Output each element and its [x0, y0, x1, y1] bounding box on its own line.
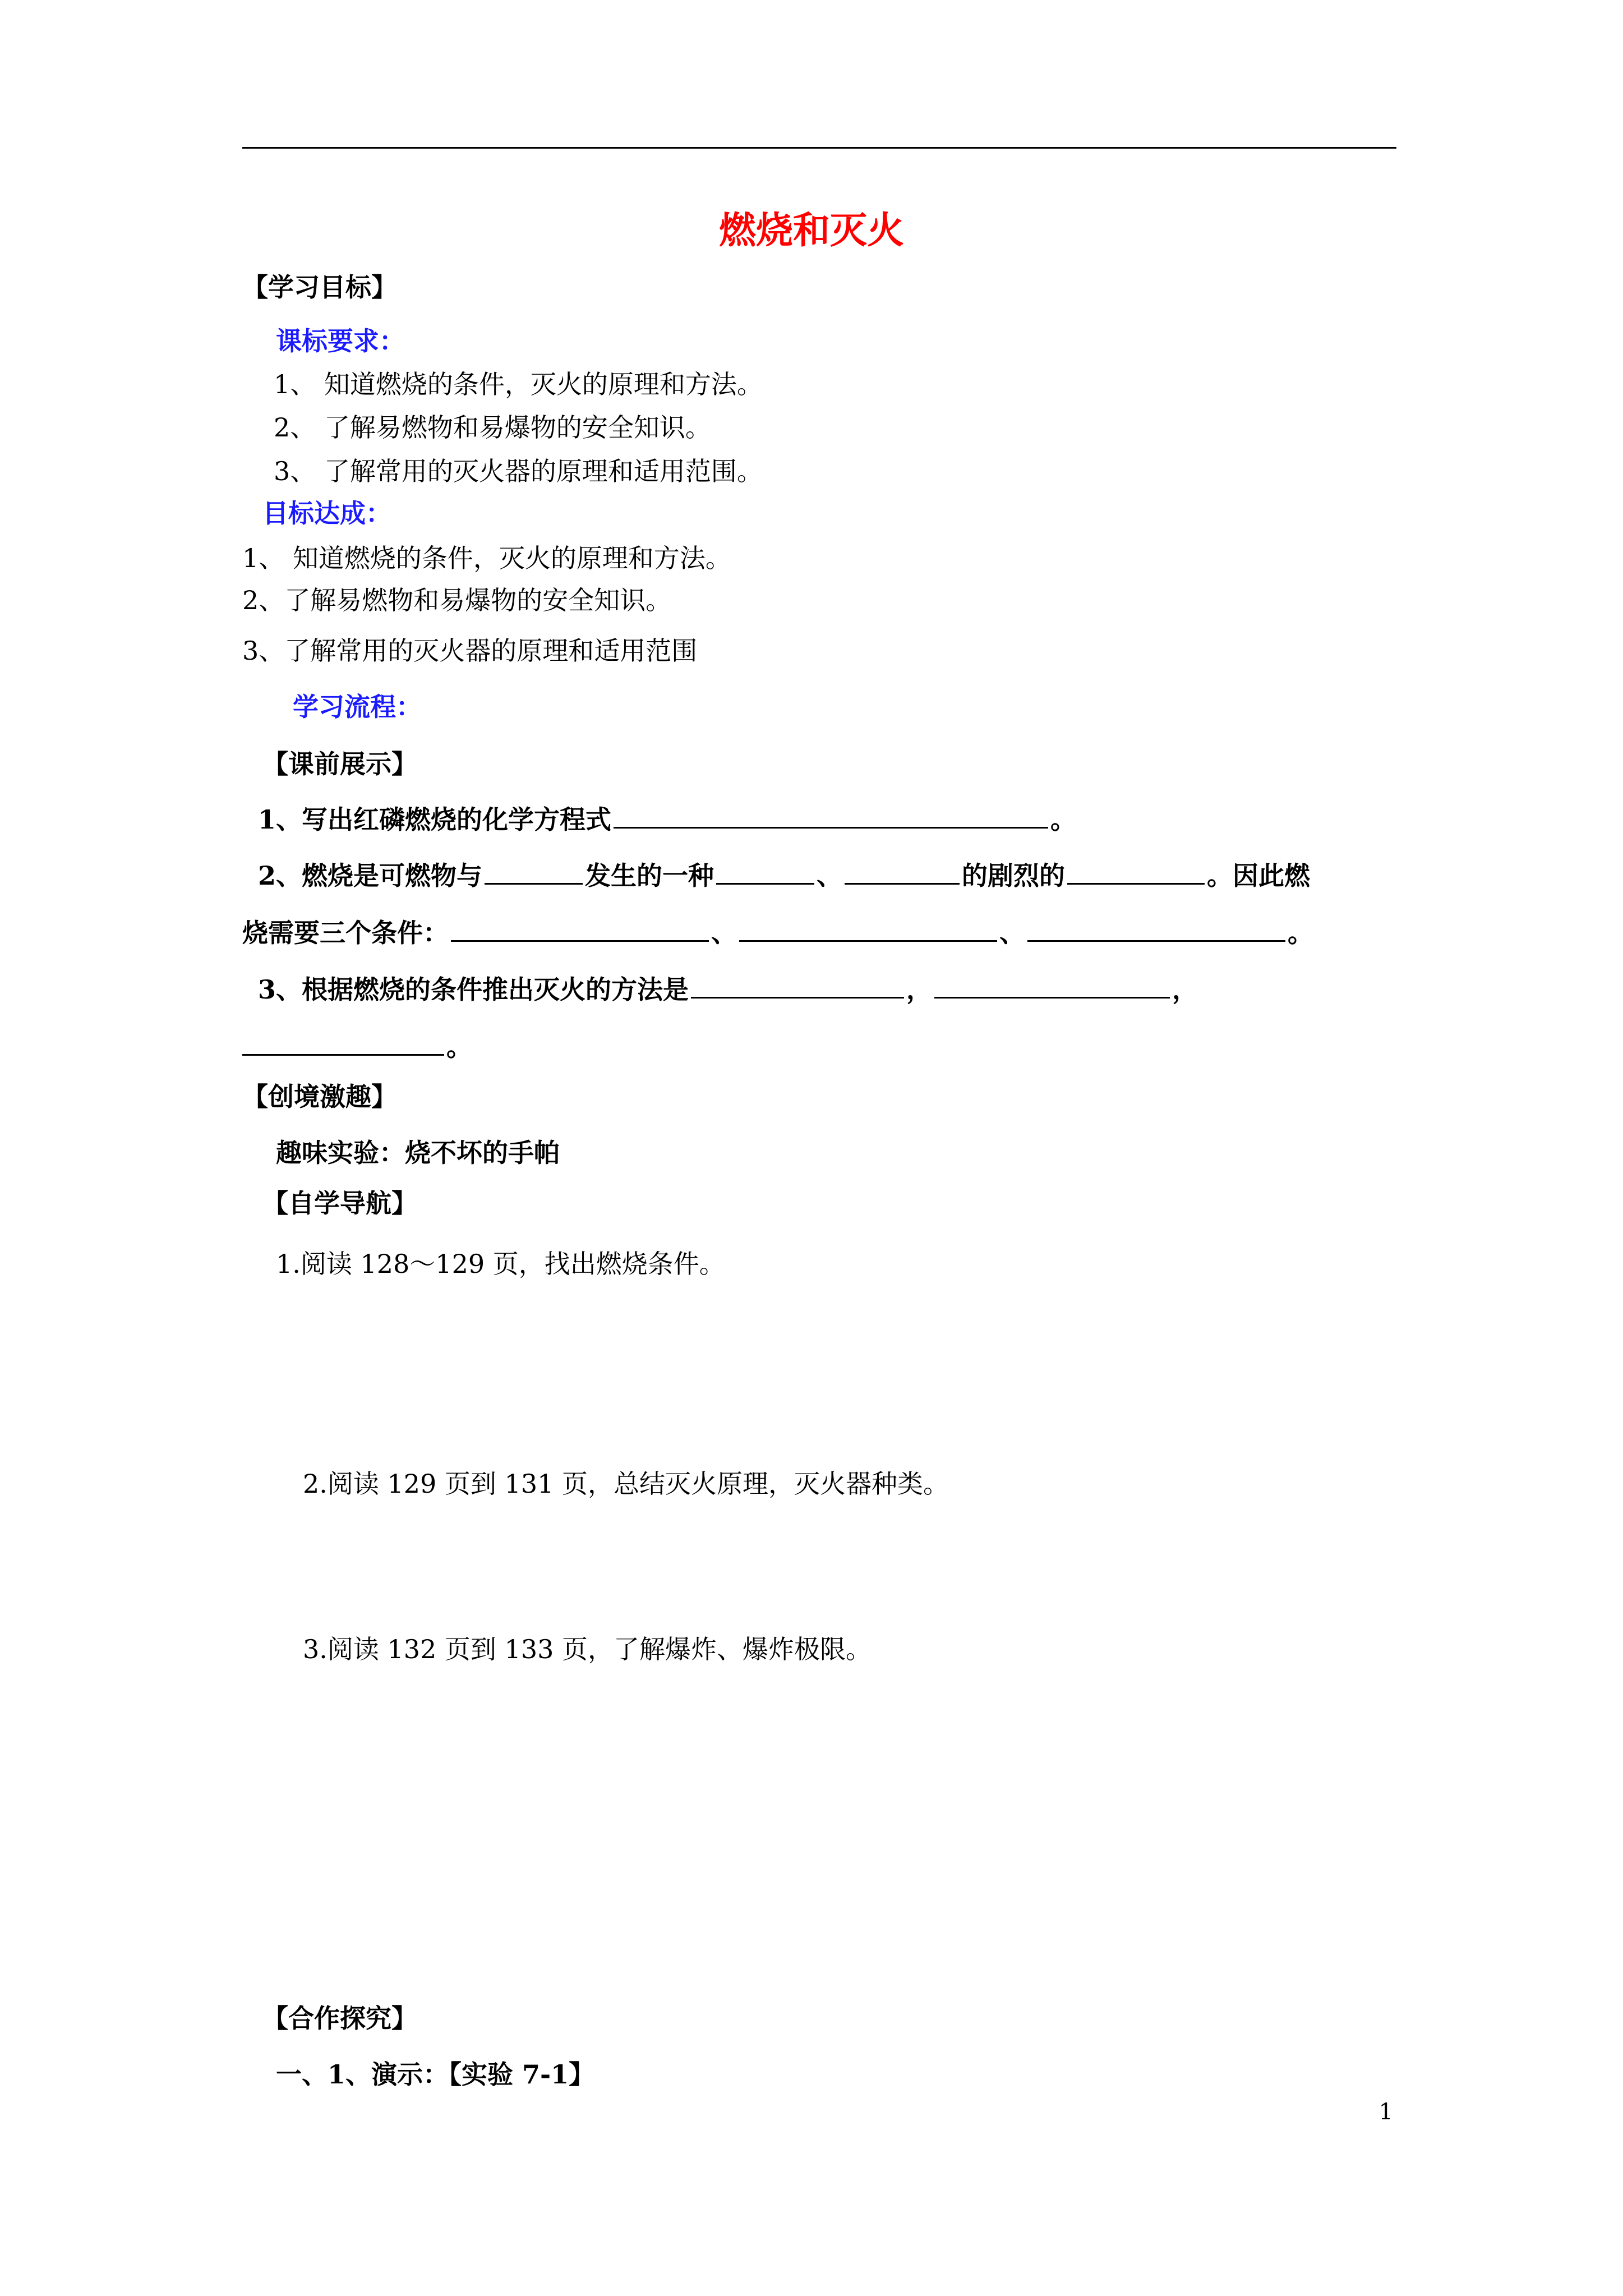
standard-item: 1、 知道燃烧的条件，灭火的原理和方法。	[274, 369, 763, 399]
answer-blank[interactable]	[614, 802, 1048, 829]
question-2	[258, 858, 1310, 892]
self-study-item: 1.阅读 128～129 页，找出燃烧条件。	[276, 1249, 725, 1279]
page-number: 1	[1378, 2099, 1393, 2125]
answer-blank[interactable]	[691, 972, 904, 999]
question-1-text: 1、写出红磷燃烧的化学方程式	[258, 804, 612, 835]
question-3	[258, 972, 1198, 1006]
answer-blank[interactable]	[934, 972, 1170, 999]
document-title: 燃烧和灭火	[719, 208, 904, 252]
achieve-item: 2、了解易燃物和易爆物的安全知识。	[242, 585, 672, 615]
self-study-header: 【自学导航】	[262, 1188, 417, 1218]
preview-header: 【课前展示】	[262, 749, 417, 779]
question-3-text: ，	[906, 974, 933, 1005]
achieve-item: 3、了解常用的灭火器的原理和适用范围	[242, 636, 698, 666]
answer-blank[interactable]	[845, 858, 960, 885]
cooperation-header: 【合作探究】	[262, 2003, 417, 2033]
question-3-text: ，	[1172, 974, 1198, 1005]
question-3-text: 3、根据燃烧的条件推出灭火的方法是	[258, 974, 689, 1005]
question-2-text: 发生的一种	[585, 861, 714, 891]
question-2-text: 的剧烈的	[962, 861, 1066, 891]
fun-experiment: 趣味实验：烧不坏的手帕	[276, 1138, 560, 1168]
achieve-item: 1、 知道燃烧的条件，灭火的原理和方法。	[242, 543, 731, 573]
self-study-item: 3.阅读 132 页到 133 页，了解爆炸、爆炸极限。	[303, 1634, 872, 1664]
header-rule	[242, 147, 1396, 149]
cooperation-item: 一、1、演示：【实验 7-1】	[276, 2059, 595, 2090]
question-2-continued	[242, 915, 1313, 950]
question-1-end: 。	[1050, 804, 1077, 835]
flow-label: 学习流程：	[293, 692, 422, 722]
standard-item: 2、 了解易燃物和易爆物的安全知识。	[274, 412, 711, 443]
question-2-text: 2、燃烧是可燃物与	[258, 861, 483, 891]
answer-blank[interactable]	[716, 858, 814, 885]
scene-header: 【创境激趣】	[242, 1082, 397, 1112]
question-2-text: 烧需要三个条件：	[242, 918, 449, 948]
standard-item: 3、 了解常用的灭火器的原理和适用范围。	[274, 456, 763, 486]
question-2-text: 、	[999, 918, 1025, 948]
achieve-label: 目标达成：	[262, 498, 391, 528]
question-2-text: 、	[817, 861, 843, 891]
answer-blank[interactable]	[242, 1029, 444, 1056]
answer-blank[interactable]	[451, 915, 709, 942]
answer-blank[interactable]	[485, 858, 583, 885]
question-1	[258, 802, 1076, 836]
question-2-text: 。因此燃	[1207, 861, 1311, 891]
question-3-continued	[242, 1029, 472, 1064]
answer-blank[interactable]	[1027, 915, 1285, 942]
answer-blank[interactable]	[1067, 858, 1205, 885]
goals-header: 【学习目标】	[242, 272, 397, 302]
self-study-item: 2.阅读 129 页到 131 页，总结灭火原理，灭火器种类。	[303, 1469, 949, 1499]
question-2-text: 。	[1288, 918, 1313, 948]
standard-label: 课标要求：	[276, 326, 405, 356]
answer-blank[interactable]	[739, 915, 997, 942]
question-2-text: 、	[711, 918, 737, 948]
question-3-end: 。	[446, 1032, 472, 1062]
